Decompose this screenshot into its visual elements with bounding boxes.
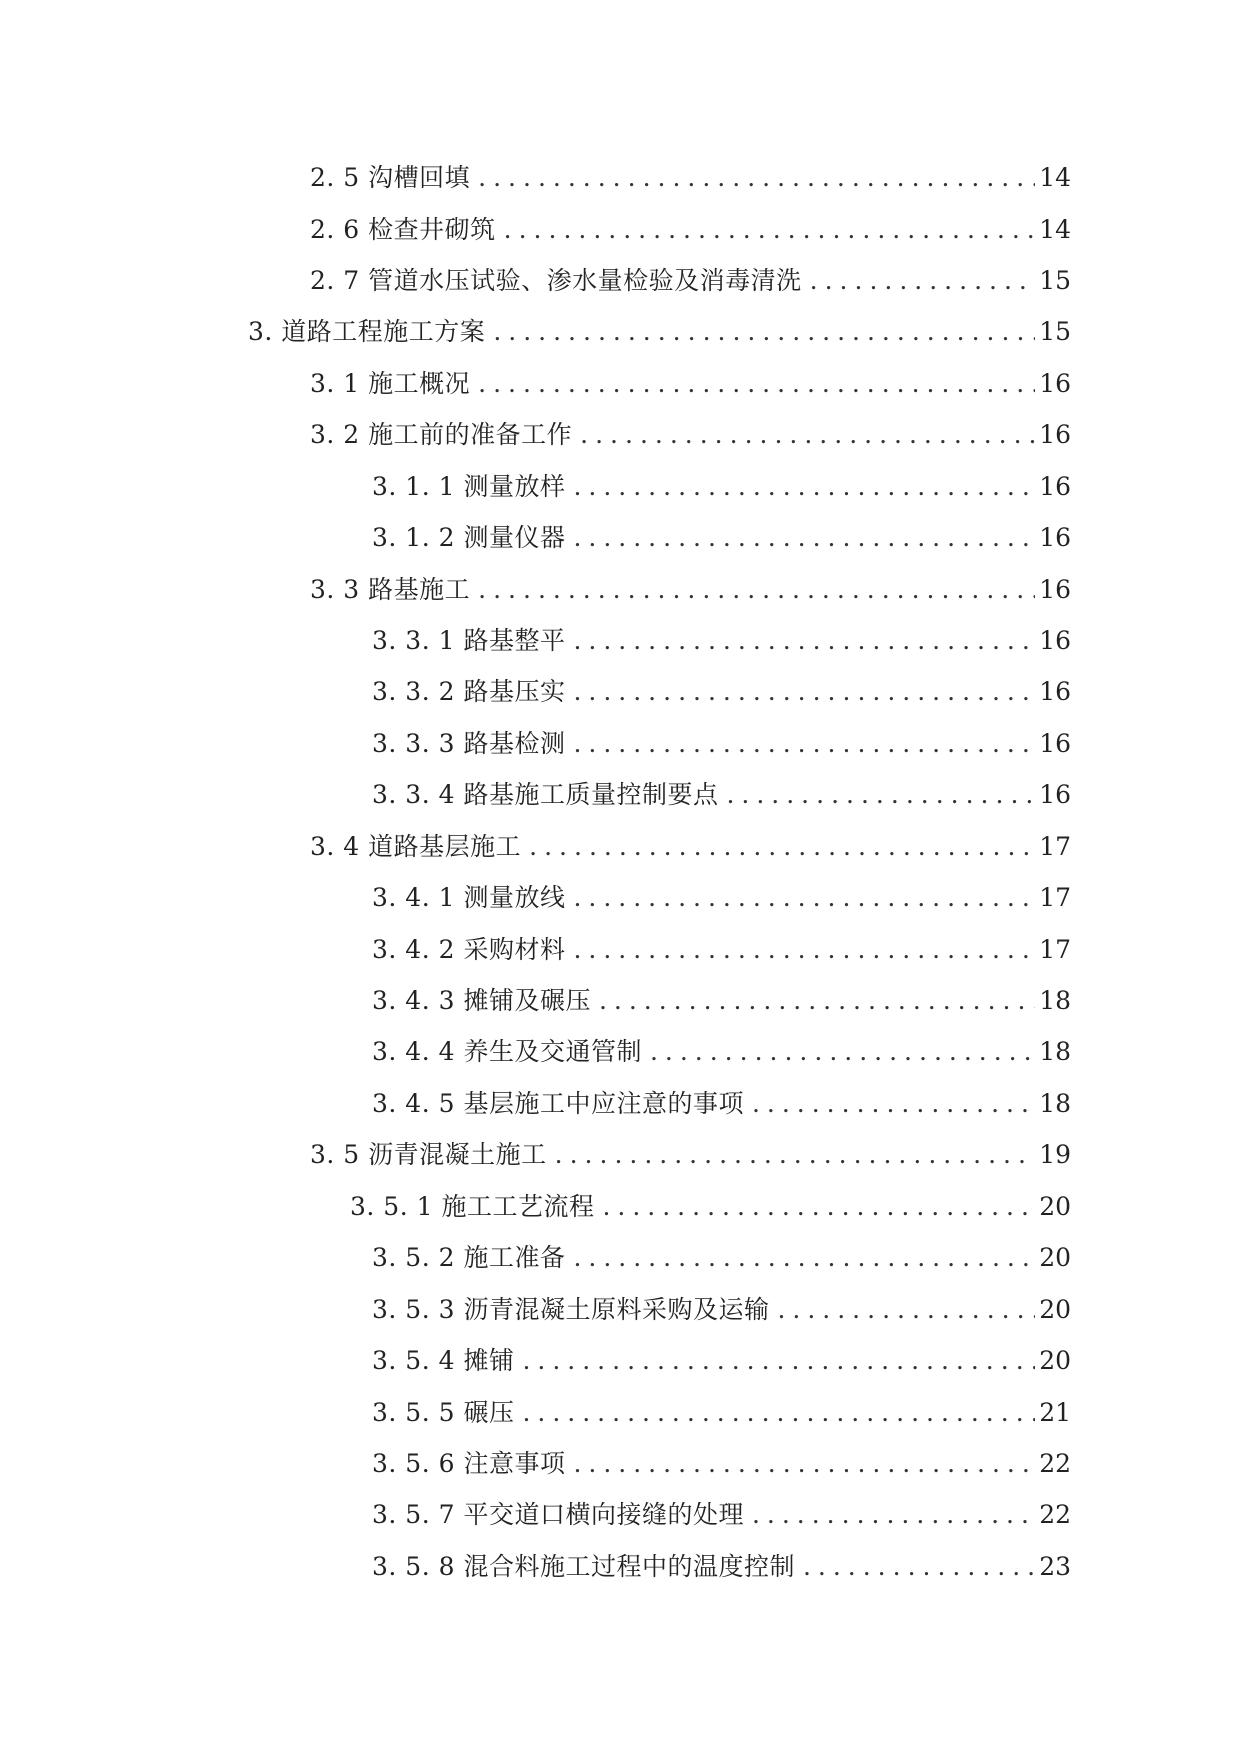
dot-leader — [726, 775, 1035, 815]
toc-entry-page: 18 — [1039, 1037, 1071, 1066]
toc-entry-title: 3. 1 施工概况 — [310, 369, 471, 398]
toc-entry-page: 17 — [1039, 935, 1071, 964]
toc-entry-title: 3. 5. 6 注意事项 — [372, 1449, 566, 1478]
toc-entry-title: 3. 4. 2 采购材料 — [372, 935, 566, 964]
toc-entry-3-5-8[interactable] — [372, 1547, 1071, 1587]
toc-entry-page: 20 — [1039, 1346, 1071, 1375]
toc-entry-page: 14 — [1039, 215, 1071, 244]
toc-entry-title: 3. 5. 7 平交道口横向接缝的处理 — [372, 1500, 744, 1529]
toc-entry-3-5-7[interactable] — [372, 1495, 1071, 1535]
toc-entry-3-1-1[interactable] — [372, 467, 1071, 507]
dot-leader — [555, 1135, 1036, 1175]
dot-leader — [599, 981, 1035, 1021]
toc-entry-page: 16 — [1039, 677, 1071, 706]
toc-entry-page: 20 — [1039, 1243, 1071, 1272]
toc-entry-title: 3. 5. 3 沥青混凝土原料采购及运输 — [372, 1295, 770, 1324]
toc-entry-page: 22 — [1039, 1449, 1071, 1478]
toc-entry-3-1[interactable] — [310, 364, 1071, 404]
toc-entry-page: 16 — [1039, 472, 1071, 501]
dot-leader — [522, 1341, 1035, 1381]
dot-leader — [573, 467, 1035, 507]
toc-entry-title: 3. 1. 2 测量仪器 — [372, 523, 566, 552]
dot-leader — [752, 1495, 1035, 1535]
toc-entry-title: 3. 道路工程施工方案 — [248, 317, 486, 346]
toc-entry-3-4[interactable] — [310, 827, 1071, 867]
dot-leader — [573, 621, 1035, 661]
toc-entry-3-3-3[interactable] — [372, 724, 1071, 764]
toc-entry-3-3-4[interactable] — [372, 775, 1071, 815]
toc-entry-page: 21 — [1039, 1398, 1071, 1427]
toc-entry-page: 15 — [1039, 266, 1071, 295]
toc-entry-title: 3. 4. 1 测量放线 — [372, 883, 566, 912]
dot-leader — [573, 1444, 1035, 1484]
toc-entry-title: 3. 4. 4 养生及交通管制 — [372, 1037, 642, 1066]
dot-leader — [573, 672, 1035, 712]
toc-entry-title: 3. 5. 2 施工准备 — [372, 1243, 566, 1272]
toc-entry-title: 3. 5. 8 混合料施工过程中的温度控制 — [372, 1552, 795, 1581]
toc-entry-2-5[interactable] — [310, 158, 1071, 198]
toc-entry-3-4-3[interactable] — [372, 981, 1071, 1021]
toc-entry-page: 16 — [1039, 729, 1071, 758]
toc-entry-page: 19 — [1039, 1140, 1071, 1169]
dot-leader — [602, 1187, 1035, 1227]
toc-entry-title: 3. 4 道路基层施工 — [310, 832, 522, 861]
toc-entry-title: 2. 7 管道水压试验、渗水量检验及消毒清洗 — [310, 266, 802, 295]
toc-entry-title: 3. 3. 1 路基整平 — [372, 626, 566, 655]
dot-leader — [522, 1393, 1035, 1433]
toc-entry-3-5-5[interactable] — [372, 1393, 1071, 1433]
dot-leader — [573, 930, 1035, 970]
toc-entry-title: 3. 3. 3 路基检测 — [372, 729, 566, 758]
toc-entry-page: 16 — [1039, 575, 1071, 604]
toc-entry-title: 3. 2 施工前的准备工作 — [310, 420, 573, 449]
toc-entry-3-5[interactable] — [310, 1135, 1071, 1175]
dot-leader — [493, 312, 1035, 352]
toc-entry-title: 3. 5 沥青混凝土施工 — [310, 1140, 547, 1169]
toc-entry-title: 2. 5 沟槽回填 — [310, 163, 471, 192]
toc-entry-3-5-6[interactable] — [372, 1444, 1071, 1484]
toc-entry-3-4-1[interactable] — [372, 878, 1071, 918]
toc-entry-page: 16 — [1039, 780, 1071, 809]
dot-leader — [810, 261, 1036, 301]
toc-entry-title: 3. 5. 5 碾压 — [372, 1398, 515, 1427]
dot-leader — [580, 415, 1035, 455]
toc-entry-title: 3. 4. 5 基层施工中应注意的事项 — [372, 1089, 744, 1118]
toc-entry-page: 17 — [1039, 832, 1071, 861]
toc-entry-3-3[interactable] — [310, 570, 1071, 610]
toc-entry-page: 18 — [1039, 986, 1071, 1015]
toc-entry-page: 18 — [1039, 1089, 1071, 1118]
toc-entry-title: 3. 3. 2 路基压实 — [372, 677, 566, 706]
toc-entry-3-3-2[interactable] — [372, 672, 1071, 712]
dot-leader — [752, 1084, 1035, 1124]
toc-entry-3-5-3[interactable] — [372, 1290, 1071, 1330]
toc-entry-3-4-2[interactable] — [372, 930, 1071, 970]
toc-entry-title: 2. 6 检查井砌筑 — [310, 215, 496, 244]
toc-entry-3-5-4[interactable] — [372, 1341, 1071, 1381]
toc-entry-3[interactable] — [248, 312, 1071, 352]
dot-leader — [478, 570, 1035, 610]
toc-entry-title: 3. 1. 1 测量放样 — [372, 472, 566, 501]
toc-entry-3-3-1[interactable] — [372, 621, 1071, 661]
toc-entry-2-7[interactable] — [310, 261, 1071, 301]
dot-leader — [478, 364, 1035, 404]
dot-leader — [650, 1032, 1035, 1072]
toc-entry-title: 3. 3 路基施工 — [310, 575, 471, 604]
toc-entry-3-5-2[interactable] — [372, 1238, 1071, 1278]
toc-entry-page: 20 — [1039, 1295, 1071, 1324]
dot-leader — [573, 1238, 1035, 1278]
dot-leader — [803, 1547, 1035, 1587]
toc-entry-page: 22 — [1039, 1500, 1071, 1529]
toc-entry-title: 3. 5. 4 摊铺 — [372, 1346, 515, 1375]
toc-entry-page: 16 — [1039, 369, 1071, 398]
toc-entry-page: 20 — [1039, 1192, 1071, 1221]
toc-entry-page: 16 — [1039, 420, 1071, 449]
toc-entry-title: 3. 3. 4 路基施工质量控制要点 — [372, 780, 719, 809]
toc-entry-2-6[interactable] — [310, 210, 1071, 250]
toc-entry-3-4-4[interactable] — [372, 1032, 1071, 1072]
dot-leader — [478, 158, 1035, 198]
toc-entry-title: 3. 5. 1 施工工艺流程 — [350, 1192, 595, 1221]
toc-entry-page: 23 — [1039, 1552, 1071, 1581]
toc-entry-page: 14 — [1039, 163, 1071, 192]
dot-leader — [504, 210, 1036, 250]
toc-entry-page: 15 — [1039, 317, 1071, 346]
toc-entry-3-1-2[interactable] — [372, 518, 1071, 558]
toc-entry-3-2[interactable] — [310, 415, 1071, 455]
dot-leader — [529, 827, 1035, 867]
toc-entry-title: 3. 4. 3 摊铺及碾压 — [372, 986, 591, 1015]
dot-leader — [573, 724, 1035, 764]
dot-leader — [573, 878, 1035, 918]
toc-entry-3-4-5[interactable] — [372, 1084, 1071, 1124]
toc-entry-page: 16 — [1039, 626, 1071, 655]
toc-entry-page: 16 — [1039, 523, 1071, 552]
dot-leader — [573, 518, 1035, 558]
toc-entry-page: 17 — [1039, 883, 1071, 912]
dot-leader — [777, 1290, 1035, 1330]
toc-entry-3-5-1[interactable] — [350, 1187, 1071, 1227]
